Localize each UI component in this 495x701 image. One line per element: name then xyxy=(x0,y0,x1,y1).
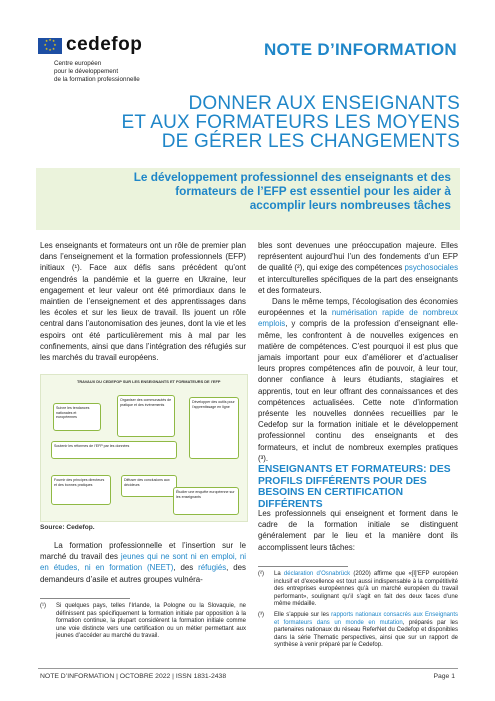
footnote: (³) Elle s’appuie sur les rapports nationaux consacrés aux Enseignants et formateurs dans un monde en mutation, préparés par les partenaires nationaux du réseau ReferNet du Cedefop et disponibles dans la série Thematic perspectives, ainsi que sur un rapport de synthèse à venir préparé par le Cedefop. xyxy=(258,611,458,649)
footer-divider xyxy=(38,668,458,669)
logo-subtitle: Centre européen pour le développement de la formation professionnelle xyxy=(54,60,140,84)
right-column-section-body: Les professionnels qui enseignent et forment dans le cadre de la formation initiale se distinguent généralement par le lieu et la manière dont ils accomplissent leurs tâches: xyxy=(258,509,458,552)
figure-box: Organiser des communautés de pratique et des événements xyxy=(117,395,175,437)
figure-box: Diffuser des conclusions aux décideurs xyxy=(121,475,177,497)
right-column xyxy=(258,240,458,464)
left-column-continued: La formation professionnelle et l’insertion sur le marché du travail des jeunes qui ne sont ni en emploi, ni en études, ni en formation (NEET), des réfugiés, des demandeurs d’asile et autres groupes vulnéra- xyxy=(40,541,246,584)
footnotes-right xyxy=(258,566,458,653)
section-heading: ENSEIGNANTS ET FORMATEURS: DES PROFILS DIFFÉRENTS POUR DES BESOINS EN CERTIFICATION DIFFÉRENTS xyxy=(258,464,451,510)
psychosocial-link[interactable]: psychosociales xyxy=(404,263,459,273)
right-paragraph-1: bles sont devenues une préoccupation majeure. Elles représentent aujourd’hui l’un des fondements d’un EFP de qualité (²), qui exige des compétences psychosociales et interculturelles spécifiques de la part des enseignants et des formateurs. xyxy=(258,241,459,295)
intro-paragraph: Les enseignants et formateurs ont un rôle de premier plan dans l’enseignement et la formation professionnels (EFP) initiaux (¹). Face aux défis sans précédent qu’ont engendrés la pandémie et la guerre en Ukraine, leur engagement et leur valeur ont été primordiaux dans le maintien de l’enseignement et des apprentissages dans les écoles et sur les lieux de travail. Ils jouent un rôle central dans l’autonomisation des jeunes, dont la vie et les espoirs ont été particulièrement mis à mal par les confinements, ainsi que dans l’intégration des réfugiés sur les marchés du travail européens. xyxy=(40,241,246,363)
right-paragraph-2: Dans le même temps, l’écologisation des économies européennes et la numérisation rapide de nombreux emplois, y compris de la profession d’enseignant elle-même, les confrontent à de nouvelles exigences en matière de compétences. C’est pourquoi il est plus que jamais important pour eux d’améliorer et d’actualiser leurs propres compétences afin de pouvoir, à leur tour, donner confiance à leurs étudiants, stagiaires et apprentis, tout en leur offrant des connaissances et des compétences actualisées. Cette note d’information présente les nouvelles données recueillies par le Cedefop sur la formation initiale et le développement professionnel continu des enseignants et des formateurs, et inclut de nombreux exemples pratiques (³). xyxy=(258,297,458,463)
figure-box: Suivre les tendances nationales et européennes xyxy=(53,403,101,431)
figure-source: Source: Cedefop. xyxy=(40,524,95,531)
figure-box: Développer des outils pour l’apprentissage en ligne xyxy=(189,397,239,459)
figure-title: TRAVAUX DU CEDEFOP SUR LES ENSEIGNANTS ET FORMATEURS DE l’EFP xyxy=(77,379,221,384)
digitalisation-link[interactable]: numérisation rapide de nombreux emplois xyxy=(258,308,458,329)
cedefop-work-figure xyxy=(40,374,248,522)
footnotes-left xyxy=(40,598,246,644)
cedefop-logo xyxy=(38,34,158,94)
neet-link[interactable]: jeunes qui ne sont ni en emploi, ni en études, ni en formation (NEET) xyxy=(40,552,246,573)
main-title: DONNER AUX ENSEIGNANTS ET AUX FORMATEURS LES MOYENS DE GÉRER LES CHANGEMENTS xyxy=(121,93,460,152)
document-type-title: NOTE D’INFORMATION xyxy=(263,40,457,59)
footnote: (²) La déclaration d’Osnabrück (2020) affirme que «[l]’EFP européen inclusif et d’excellence est tout aussi indispensable à la compétitivité des entreprises européennes qu’à un marché européen du travail performant», soulignant qu’il s’agit en fait des deux faces d’une même médaille. xyxy=(258,571,459,608)
national-reports-link[interactable]: rapports nationaux consacrés aux Enseignants et formateurs dans un monde en mutation xyxy=(274,611,458,626)
left-column-intro xyxy=(40,240,246,363)
figure-box: Fournir des principes directeurs et des bonnes pratiques xyxy=(51,475,111,505)
refugees-link[interactable]: réfugiés xyxy=(198,563,227,573)
figure-box: Soutenir les réformes de l’EFP par les données xyxy=(51,441,177,459)
subtitle: Le développement professionnel des enseignants et des formateurs de l’EFP est essentiel pour les aider à accomplir leurs nombreuses tâches xyxy=(133,170,451,213)
footer-publication-info: NOTE D’INFORMATION | OCTOBRE 2022 | ISSN 1831-2438 xyxy=(40,673,227,680)
osnabruck-link[interactable]: déclaration d’Osnabrück xyxy=(283,571,351,577)
figure-box: Étudier une enquête européenne sur les enseignants xyxy=(173,487,239,515)
page-number: Page 1 xyxy=(433,673,455,680)
footnote: (¹) Si quelques pays, telles l’Irlande, la Pologne ou la Slovaquie, ne définissent pas spécifiquement la formation initiale par opposition à la formation continue, la plupart considèrent la formation initiale comme une voie distincte vers une certification ou un métier permettant aux jeunes d’accéder au marché du travail. xyxy=(40,603,246,640)
eu-flag-icon: ★ ★ ★ ★ ★ ★ ★ ★ xyxy=(38,38,62,54)
logo-wordmark: cedefop xyxy=(66,34,143,55)
